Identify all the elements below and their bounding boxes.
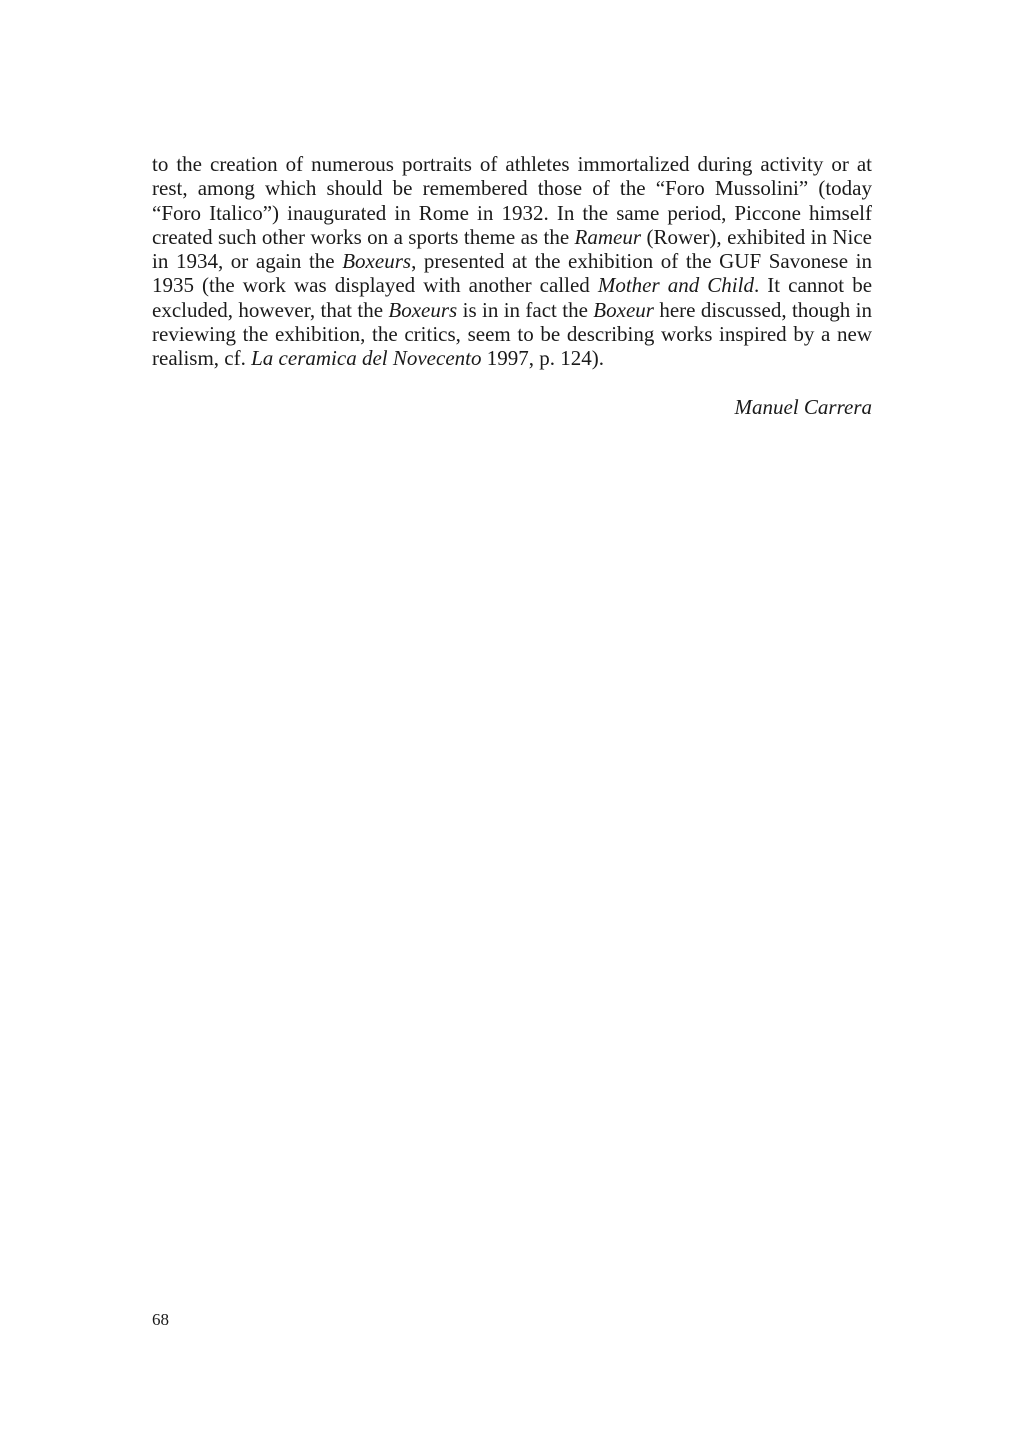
body-text-run: here discussed, though in reviewing the exhibition, the critics, seem to be describing works inspired by a new realism, cf. <box>152 297 872 371</box>
page-number: 68 <box>152 1310 169 1329</box>
italic-title-mother-and-child: Mother and Child <box>597 273 754 298</box>
author-signature: Manuel Carrera <box>734 395 872 419</box>
body-text-run: (Rower), exhibited in Nice in 1934, or again the <box>152 224 872 274</box>
italic-citation-title: La ceramica del Novecento <box>251 346 482 371</box>
italic-title-boxeur: Boxeur <box>593 297 654 322</box>
body-text-run: , presented at the exhibition of the GUF Savonese in 1935 (the work was displayed with another called <box>152 249 872 298</box>
italic-title-boxeurs: Boxeurs <box>388 297 458 322</box>
body-paragraph <box>152 152 872 371</box>
italic-title-rameur: Rameur <box>574 224 642 249</box>
body-text-run: 1997, p. 124). <box>481 346 604 371</box>
body-text-run: is in in fact the <box>457 297 594 322</box>
body-text-run: . It cannot be excluded, however, that the <box>152 273 873 322</box>
body-text-run: to the creation of numerous portraits of athletes immortalized during activity or at rest, among which should be remembered those of the “Foro Mussolini” (today “Foro Italico”) inaugurated in Rome in 1932. In the same period, Piccone himself created such other works on a sports theme as the <box>152 152 872 249</box>
italic-title-boxeurs: Boxeurs <box>342 249 412 274</box>
